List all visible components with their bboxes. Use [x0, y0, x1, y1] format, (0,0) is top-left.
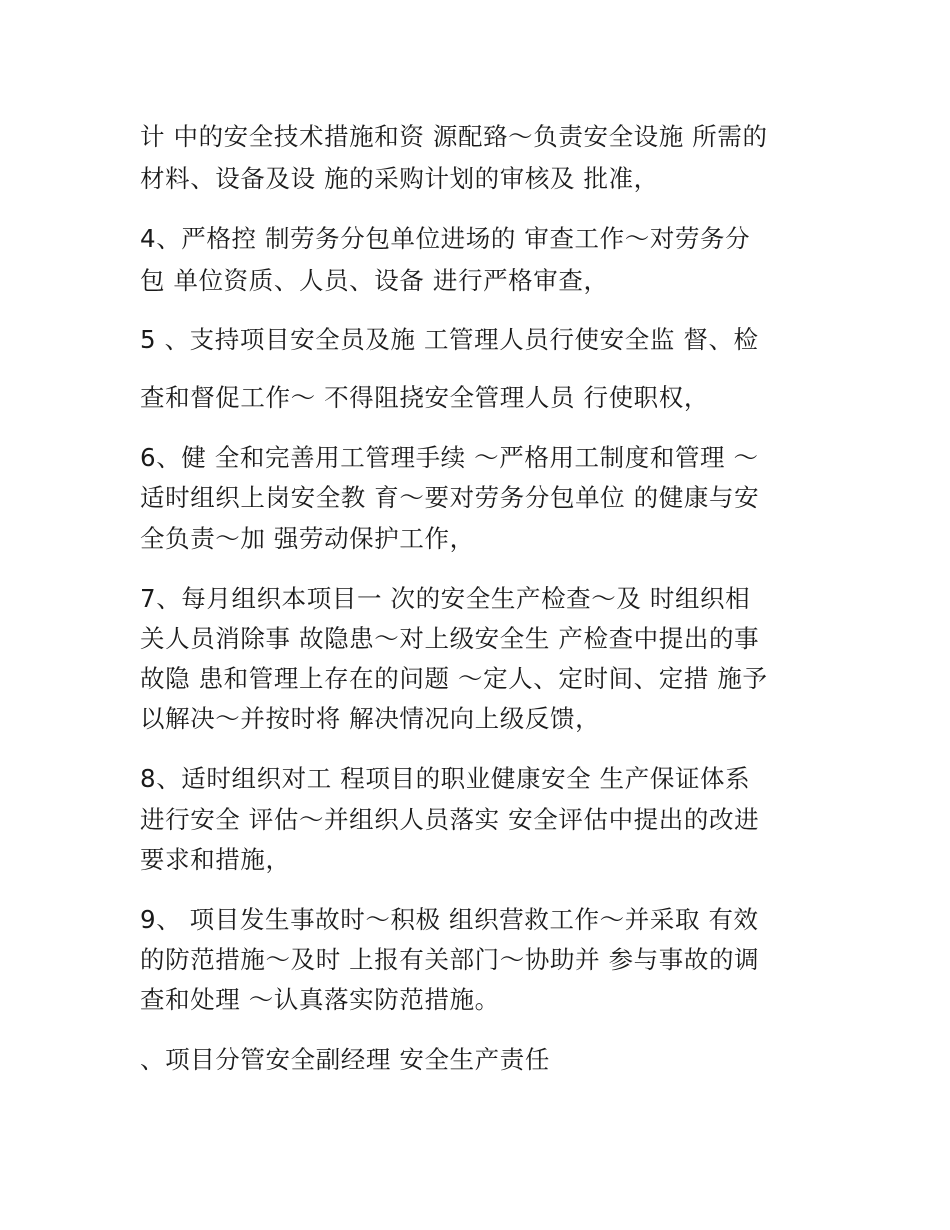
- text-line: 适时组织上岗安全教 育～要对劳务分包单位 的健康与安: [140, 483, 760, 512]
- text-line: 6、健 全和完善用工管理手续 ～严格用工制度和管理 ～: [140, 443, 759, 472]
- text-line: 4、严格控 制劳务分包单位进场的 审查工作～对劳务分: [140, 224, 751, 253]
- text-line: 包 单位资质、人员、设备 进行严格审查，: [140, 266, 609, 295]
- text-line: 故隐 患和管理上存在的问题 ～定人、定时间、定措 施予: [140, 664, 768, 693]
- text-line: 材料、设备及设 施的采购计划的审核及 批准，: [140, 164, 659, 193]
- text-line: 进行安全 评估～并组织人员落实 安全评估中提出的改进: [140, 805, 760, 834]
- text-line: 查和督促工作～ 不得阻挠安全管理人员 行使职权，: [140, 383, 709, 412]
- text-line: 以解决～并按时将 解决情况向上级反馈，: [140, 704, 601, 733]
- text-line: 9、 项目发生事故时～积极 组织营救工作～并采取 有效: [140, 905, 759, 934]
- text-line: 关人员消除事 故隐患～对上级安全生 产检查中提出的事: [140, 624, 760, 653]
- text-line: 查和处理 ～认真落实防范措施。: [140, 985, 500, 1014]
- section-heading: 、项目分管安全副经理 安全生产责任: [140, 1045, 550, 1074]
- text-line: 全负责～加 强劳动保护工作，: [140, 524, 475, 553]
- text-line: 要求和措施，: [140, 845, 291, 874]
- text-line: 计 中的安全技术措施和资 源配臵～负责安全设施 所需的: [140, 122, 768, 151]
- text-line: 的防范措施～及时 上报有关部门～协助并 参与事故的调: [140, 945, 760, 974]
- text-line: 8、适时组织对工 程项目的职业健康安全 生产保证体系: [140, 764, 751, 793]
- text-line: 7、每月组织本项目一 次的安全生产检查～及 时组织相: [140, 584, 751, 613]
- text-line: 5 、支持项目安全员及施 工管理人员行使安全监 督、检: [140, 325, 759, 354]
